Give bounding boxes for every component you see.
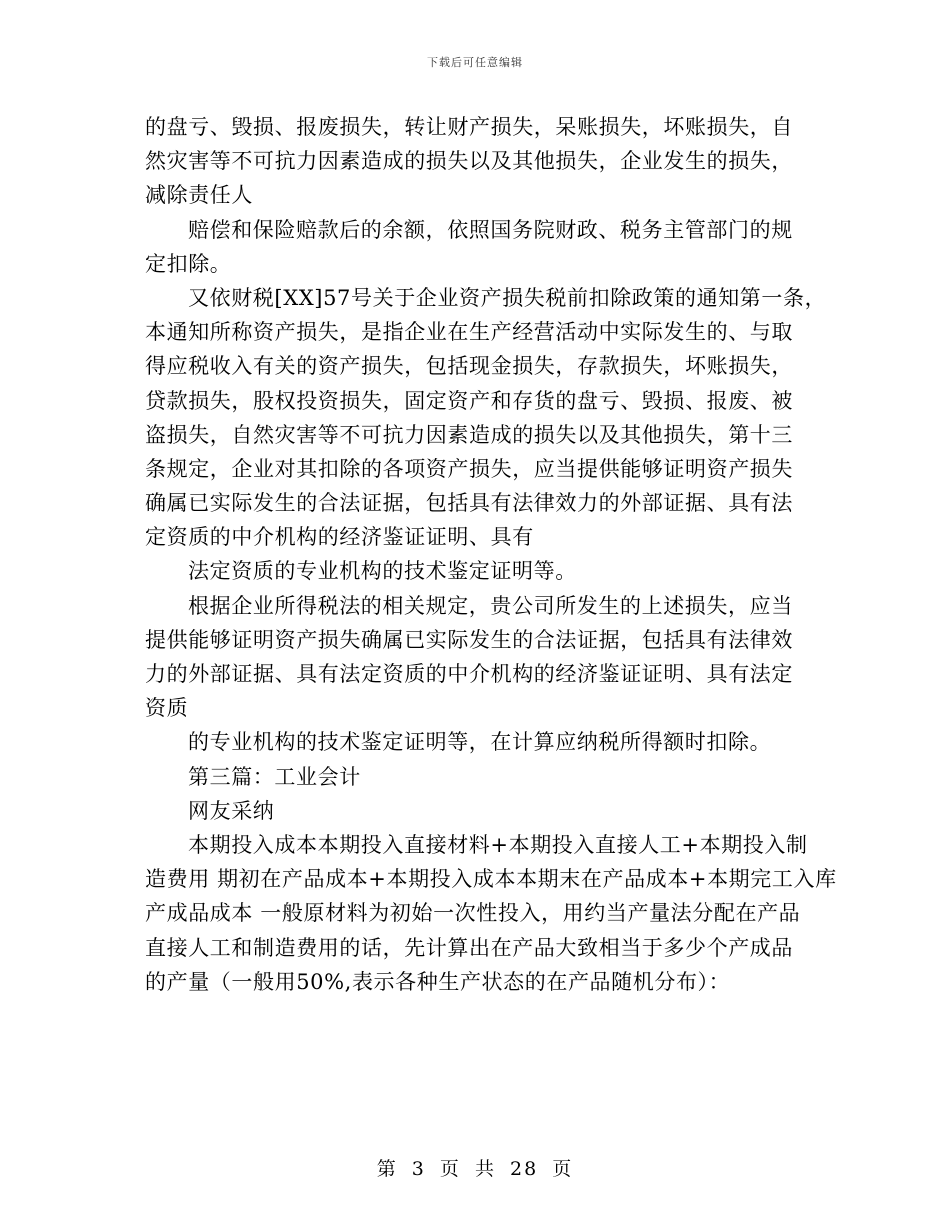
text-line: 本期投入成本本期投入直接材料+本期投入直接人工+本期投入制: [188, 832, 808, 857]
text-line: 的盘亏、毁损、报废损失，转让财产损失，呆账损失，坏账损失，自: [145, 115, 793, 139]
text-line: 定扣除。: [145, 251, 232, 276]
text-line: 得应税收入有关的资产损失，包括现金损失，存款损失，坏账损失，: [145, 354, 793, 379]
text-line: 贷款损失，股权投资损失，固定资产和存货的盘亏、毁损、报废、被: [145, 388, 793, 413]
text-line: 产成品成本 一般原材料为初始一次性投入，用约当产量法分配在产品: [145, 901, 801, 926]
text-line: 的产量（一般用50%,表示各种生产状态的在产品随机分布）：: [145, 969, 731, 994]
text-line: 根据企业所得税法的相关规定，贵公司所发生的上述损失，应当: [188, 593, 793, 618]
page-header: 下载后可任意编辑: [427, 56, 523, 69]
text-line: 法定资质的专业机构的技术鉴定证明等。: [188, 559, 577, 584]
text-line: 减除责任人: [145, 183, 253, 208]
text-line: 本通知所称资产损失，是指企业在生产经营活动中实际发生的、与取: [145, 320, 793, 345]
text-line: 赔偿和保险赔款后的余额，依照国务院财政、税务主管部门的规: [188, 217, 793, 242]
text-line: 定资质的中介机构的经济鉴证证明、具有: [145, 525, 534, 550]
text-line: 的专业机构的技术鉴定证明等，在计算应纳税所得额时扣除。: [188, 730, 772, 755]
text-line: 又依财税[XX]57号关于企业资产损失税前扣除政策的通知第一条，: [188, 285, 827, 310]
text-line: 提供能够证明资产损失确属已实际发生的合法证据，包括具有法律效: [145, 627, 793, 652]
page-number: 第 3 页 共 28 页: [376, 1158, 574, 1180]
document-body: [145, 110, 837, 999]
text-line: 造费用 期初在产品成本+本期投入成本本期末在产品成本+本期完工入库: [145, 867, 837, 892]
text-line: 条规定，企业对其扣除的各项资产损失，应当提供能够证明资产损失: [145, 456, 793, 481]
text-line: 确属已实际发生的合法证据，包括具有法律效力的外部证据、具有法: [145, 491, 793, 516]
text-line: 网友采纳: [188, 798, 275, 823]
text-line: 直接人工和制造费用的话，先计算出在产品大致相当于多少个产成品: [145, 935, 793, 960]
text-line: 资质: [145, 696, 189, 721]
text-line: 盗损失，自然灾害等不可抗力因素造成的损失以及其他损失，第十三: [145, 422, 793, 447]
text-line: 然灾害等不可抗力因素造成的损失以及其他损失，企业发生的损失，: [145, 149, 793, 174]
section-heading: 第三篇：工业会计: [188, 764, 361, 789]
text-line: 力的外部证据、具有法定资质的中介机构的经济鉴证证明、具有法定: [145, 662, 793, 686]
